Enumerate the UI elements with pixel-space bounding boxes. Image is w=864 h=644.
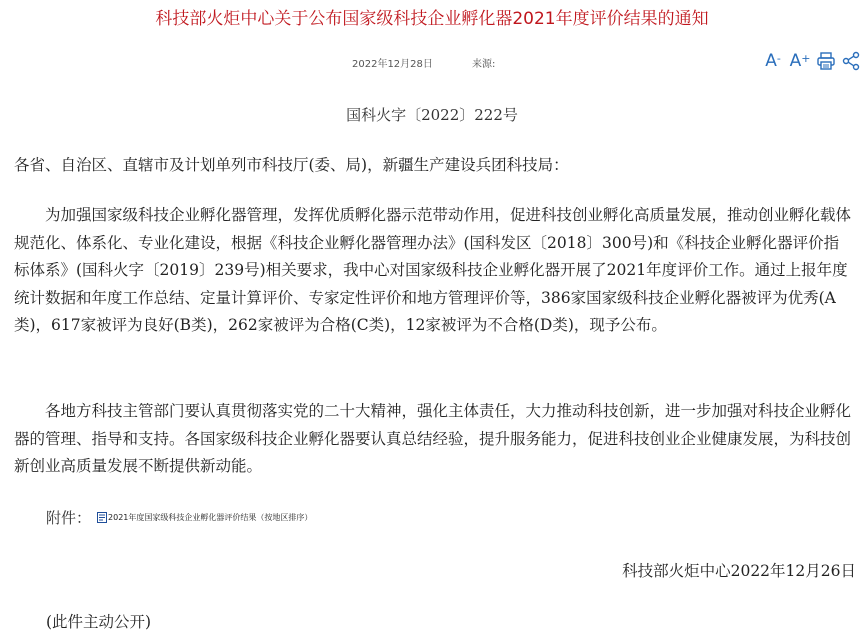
share-button[interactable] [841,49,861,73]
public-notice: (此件主动公开) [46,613,152,631]
source-label: 来源: [472,59,496,70]
signature-line: 科技部火炬中心2022年12月26日 [622,562,856,580]
printer-icon [816,51,836,71]
article-title: 科技部火炬中心关于公布国家级科技企业孵化器2021年度评价结果的通知 [155,9,709,29]
article-toolbar [762,48,861,74]
font-size-increase-icon: A [789,51,802,71]
document-number: 国科火字〔2022〕222号 [346,106,518,124]
body-paragraph-2: 各地方科技主管部门要认真贯彻落实党的二十大精神，强化主体责任，大力推动科技创新，进一步加强对科技企业孵化器的管理、指导和支持。各国家级科技企业孵化器要认真总结经验，提升服务能力，促进科技创业企业健康发展，为科技创新创业高质量发展不断提供新动能。 [14,402,852,475]
attachment-row [46,507,312,528]
font-large-plus-mark: + [801,51,811,65]
attachment-label: 附件： [46,509,92,527]
document-file-icon [97,512,107,523]
font-size-decrease-icon: A [765,51,777,71]
font-size-decrease-button[interactable] [762,49,784,73]
body-paragraph-1: 为加强国家级科技企业孵化器管理，发挥优质孵化器示范带动作用，促进科技创业孵化高质量发展，推动创业孵化载体规范化、体系化、专业化建设，根据《科技企业孵化器管理办法》(国科发区〔2018〕300号)和《科技企业孵化器评价指标体系》(国科火字〔2019〕239号)相关要求，我中心对国家级科技企业孵化器开展了2021年度评价工作。通过上报年度统计数据和年度工作总结、定量计算评价、专家定性评价和地方管理评价等，386家国家级科技企业孵化器被评为优秀(A类)，617家被评为良好(B类)，262家被评为合格(C类)，12家被评为不合格(D类)，现予公布。 [14,206,852,334]
article-meta [0,53,864,73]
share-icon [841,51,861,71]
print-button[interactable] [816,49,836,73]
attachment-name: 2021年度国家级科技企业孵化器评价结果（按地区排序） [108,513,313,522]
attachment-link[interactable] [97,512,312,523]
font-small-minus-mark: - [776,51,781,65]
font-size-increase-button[interactable] [789,49,811,73]
publish-date: 2022年12月28日 [352,59,433,70]
salutation: 各省、自治区、直辖市及计划单列市科技厅(委、局)，新疆生产建设兵团科技局： [14,156,569,174]
